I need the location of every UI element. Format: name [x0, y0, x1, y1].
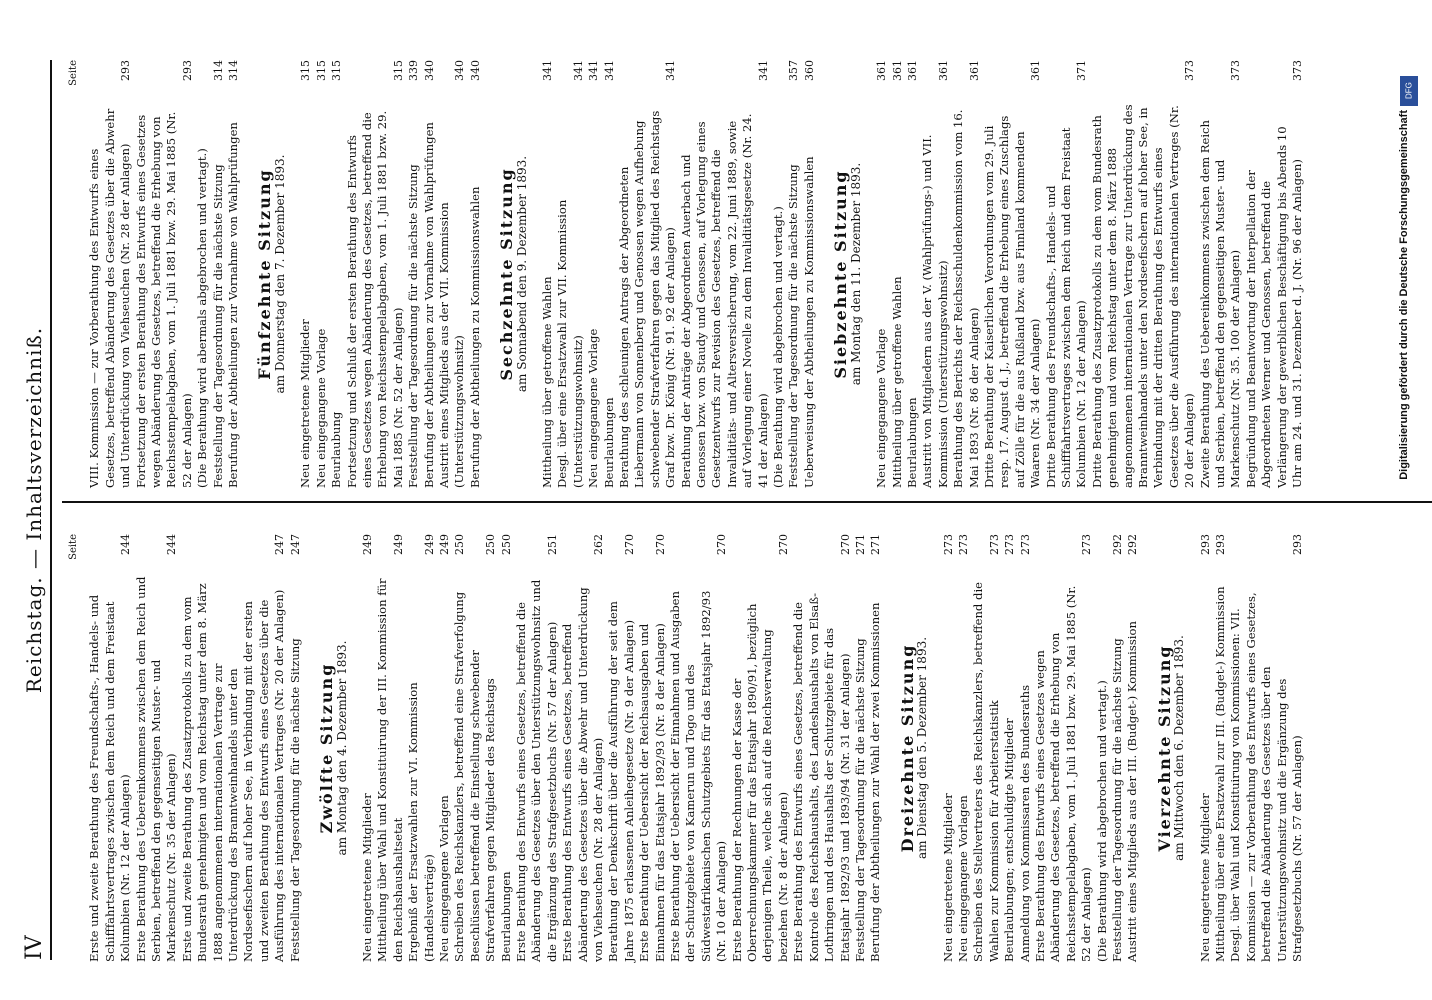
toc-entry: [637, 534, 668, 962]
toc-entry: [905, 60, 920, 488]
toc-entry: [1213, 534, 1228, 962]
toc-entry: [514, 534, 560, 962]
entry-page: 292: [1126, 534, 1140, 555]
entry-page: 341: [602, 60, 616, 81]
entry-text: Erste Berathung des Entwurfs eines Gesetzes, betreffend die Kontrole des Reichshaushalts, des Landeshaushalts von Elsaß-Lothringen und des Haushalts der Schutzgebiete für das Etatsjahr 1892/93 und 1893/94 (Nr. 31 der Anlagen): [791, 592, 852, 962]
toc-entry: [586, 60, 601, 488]
toc-entry: [329, 60, 344, 488]
entry-text: Anmeldung von Kommissaren des Bundesraths: [1017, 684, 1032, 962]
entry-text: Beurlaubungen: [904, 397, 919, 488]
toc-entry: [920, 60, 951, 488]
toc-entry: [211, 60, 226, 488]
session-date: am Montag den 11. Dezember 1893.: [848, 162, 863, 386]
entry-page: 251: [545, 534, 559, 555]
entry-page: 250: [453, 534, 467, 555]
toc-entry: [360, 534, 375, 962]
entry-text: Berufung der Abtheilungen zur Vornahme von Wahlprüfungen: [226, 122, 241, 488]
entry-page: 314: [227, 60, 241, 81]
entry-text: Neu eingetretene Mitglieder: [359, 793, 374, 962]
entry-page: 293: [119, 60, 133, 81]
entry-page: 270: [715, 534, 729, 555]
entry-text: Feststellung der Tagesordnung für die nächste Sitzung: [287, 638, 302, 962]
entry-page: 361: [890, 60, 904, 81]
toc-entry: [668, 534, 730, 962]
toc-entry: [87, 534, 133, 962]
toc-entry: [982, 60, 1044, 488]
entry-text: Neu eingegangene Vorlagen: [436, 795, 451, 962]
entry-page: 249: [437, 534, 451, 555]
entry-text: Neu eingetretene Mitglieder: [940, 793, 955, 962]
session-title: Fünfzehnte Sitzung: [255, 168, 275, 380]
session-title: Sechzehnte Sitzung: [497, 167, 517, 381]
session-title: Dreizehnte Sitzung: [897, 643, 917, 853]
entry-page: 247: [288, 534, 302, 555]
entry-text: (Die Berathung wird abgebrochen und vertagt.): [771, 206, 786, 488]
entry-text: Mittheilung über eine Ersatzwahl zur III. (Budget-) Kommission: [1213, 586, 1228, 962]
entry-text: Neu eingegangene Vorlage: [874, 328, 889, 488]
entry-text: Mittheilung über getroffene Wahlen: [889, 276, 904, 488]
entry-text: Berufung der Abtheilungen zur Vornahme von Wahlprüfungen: [421, 122, 436, 488]
entry-page: 315: [299, 60, 313, 81]
entry-text: Austritt eines Mitglieds aus der III. (Budget-) Kommission: [1125, 621, 1140, 962]
toc-entry: [1228, 534, 1305, 962]
toc-entry: [874, 60, 889, 488]
entry-text: Dritte Berathung des Freundschafts-, Handels- und Schifffahrtsvertrages zwischen dem Reich und dem Freistaat Kolumbien (Nr. 12 der Anlagen): [1043, 127, 1089, 488]
session-title: Vierzehnte Sitzung: [1154, 644, 1174, 852]
toc-entry: [406, 534, 437, 962]
toc-entry: [802, 60, 817, 488]
entry-text: Neu eingetretene Mitglieder: [298, 319, 313, 488]
toc-entry: [499, 534, 514, 962]
entry-page: 341: [587, 60, 601, 81]
entry-text: Erste Berathung der Uebersicht der Reichsausgaben und Einnahmen für das Etatsjahr 1892/93 (Nr. 8 der Anlagen): [637, 623, 667, 962]
toc-entry: [134, 534, 180, 962]
toc-entry: [786, 60, 801, 488]
entry-page: 293: [1291, 534, 1305, 555]
entry-text: Erste Berathung des Entwurfs eines Gesetzes wegen Abänderung des Gesetzes, betreffend die Erhebung von Reichsstempelabgaben, vom 1. Juli 1881 bzw. 29. Mai 1885 (Nr. 52 der Anlagen): [1032, 585, 1094, 962]
toc-entry: [1095, 534, 1110, 962]
entry-text: Berathung der Anträge der Abgeordneten Auerbach und Genossen bzw. von Staudy und Genossen, auf Vorlegung eines Gesetzentwurfs zur Revision des Gesetzes, betreffend die Invaliditäts- und Altersversicherung, vom 22. Juni 1889, sowie auf Vorlegung einer Novelle zu dem Invaliditätsgesetze (Nr. 24. 41 der Anlagen): [678, 113, 770, 488]
entry-page: 249: [360, 534, 374, 555]
entry-page: 292: [1111, 534, 1124, 555]
entry-text: Feststellung der Tagesordnung für die nächste Sitzung: [1110, 638, 1124, 962]
entry-text: Erste Berathung des Uebereinkommens zwischen dem Reich und Serbien, betreffend den gegenseitigen Muster- und Markenschutz (Nr. 35 der Anlagen): [133, 576, 179, 962]
toc-entry: [87, 60, 133, 488]
entry-text: Berufung der Abtheilungen zur Wahl der zwei Kommissionen: [868, 602, 883, 962]
entry-page: 373: [1183, 60, 1197, 81]
entry-text: Neu eingegangene Vorlage: [586, 328, 601, 488]
toc-entry: [890, 60, 905, 488]
entry-text: Beurlaubungen; entschuldigte Mitglieder: [1002, 718, 1017, 962]
dfg-logo: DFG: [1400, 76, 1418, 106]
entry-text: Ergebniß der Ersatzwahlen zur VI. Kommission (Handelsverträge): [406, 682, 436, 962]
entry-page: 244: [119, 534, 133, 555]
entry-text: Dritte Berathung der Kaiserlichen Verordnungen vom 29. Juli resp. 17. August d. J., betreffend die Erhebung eines Zuschlags auf Zölle für die aus Rußland bzw. aus Finnland kommenden Waaren (Nr. 34 der Anlagen): [981, 115, 1043, 488]
entry-page: 273: [1003, 534, 1017, 555]
entry-text: Beurlaubung: [329, 411, 344, 488]
seite-label: Seite: [68, 534, 79, 560]
toc-entry: [730, 534, 792, 962]
page-header: [6, 60, 46, 960]
entry-page: 315: [330, 60, 344, 81]
entry-page: 249: [391, 534, 405, 555]
toc-entry: [791, 534, 853, 962]
entry-page: 341: [664, 60, 678, 81]
entry-page: 262: [592, 534, 605, 555]
entry-page: 270: [653, 534, 667, 555]
entry-page: 339: [407, 60, 421, 81]
entry-text: Berufung der Abtheilungen zu Kommissionswahlen: [467, 186, 482, 488]
entry-page: 293: [180, 60, 194, 81]
toc-entry: [406, 60, 421, 488]
left-column: [66, 534, 1305, 962]
session-title: Siebzehnte Sitzung: [831, 169, 851, 379]
entry-text: Schreiben des Reichskanzlers, betreffend eine Strafverfolgung: [452, 591, 467, 962]
entry-page: 371: [1075, 60, 1089, 81]
toc-entry: [437, 534, 452, 962]
entry-page: 340: [468, 60, 482, 81]
toc-entry: [602, 60, 617, 488]
entry-page: 340: [422, 60, 436, 81]
entry-page: 361: [967, 60, 981, 81]
session-date: am Sonnabend den 9. Dezember 1893.: [514, 155, 529, 393]
entry-page: 293: [1214, 534, 1228, 555]
toc-entry: [1044, 60, 1090, 488]
entry-page: 273: [941, 534, 955, 555]
toc-entry: [298, 60, 313, 488]
toc-entry: [226, 60, 241, 488]
entry-text: Mittheilung über Wahl und Konstituirung der III. Kommission für den Reichshaushaltsetat: [375, 578, 405, 962]
right-column: [66, 60, 1305, 488]
entry-text: Feststellung der Tagesordnung für die nächste Sitzung: [786, 164, 801, 488]
entry-text: Zweite Berathung des Uebereinkommens zwischen dem Reich und Serbien, betreffend den gegenseitigen Muster- und Markenschutz (Nr. 35. 100 der Anlagen): [1197, 119, 1243, 488]
toc-entry: [606, 534, 637, 962]
toc-entry: [468, 534, 499, 962]
entry-text: Desgl. über eine Ersatzwahl zur VII. Kommission (Unterstützungswohnsitz): [555, 199, 585, 488]
toc-entry: [288, 534, 303, 962]
entry-text: Austritt eines Mitglieds aus der VII. Kommission (Unterstützungswohnsitz): [436, 202, 467, 488]
entry-text: Ueberweisung der Abtheilungen zu Kommissionswahlen: [801, 156, 816, 488]
session-date: am Montag den 4. Dezember 1893.: [334, 640, 349, 856]
entry-text: Mittheilung über getroffene Wahlen: [539, 276, 554, 488]
entry-page: 361: [936, 60, 950, 81]
entry-page: 273: [1018, 534, 1032, 555]
toc-entry: [1125, 534, 1140, 962]
entry-text: Beurlaubungen: [601, 397, 616, 488]
session-date: am Dienstag den 5. Dezember 1893.: [915, 636, 930, 860]
entry-text: Feststellung der Tagesordnung für die nächste Sitzung: [210, 164, 225, 488]
entry-page: 247: [273, 534, 287, 555]
toc-entry: [1244, 60, 1306, 488]
entry-text: Neu eingegangene Vorlage: [313, 328, 328, 488]
toc-entry: [1002, 534, 1017, 962]
entry-page: 250: [499, 534, 513, 555]
digitization-credit: [1398, 82, 1420, 930]
column-divider: [62, 501, 1432, 503]
toc-entry: [437, 60, 468, 488]
entry-text: Erste Berathung des Entwurfs eines Gesetzes, betreffend Abänderung des Gesetzes über die Abwehr und Unterdrückung von Viehseuchen (Nr. 28 der Anlagen): [560, 587, 605, 962]
entry-page: 357: [787, 60, 801, 81]
entry-page: 373: [1291, 60, 1305, 81]
toc-entry: [314, 60, 329, 488]
entry-page: 315: [314, 60, 328, 81]
entry-page: 270: [622, 534, 636, 555]
toc-entry: [617, 60, 679, 488]
entry-text: Begründung und Beantwortung der Interpellation der Abgeordneten Werner und Genossen, betreffend die Verlängerung der gewerblichen Beschäftigung bis Abends 10 Uhr am 24. und 31. Dezember d. J. (Nr. 96 der Anlagen): [1243, 126, 1305, 488]
entry-page: 314: [211, 60, 225, 81]
entry-page: 273: [987, 534, 1001, 555]
entry-text: Fortsetzung und Schluß der ersten Berathung des Entwurfs eines Gesetzes wegen Abänderung des Gesetzes, betreffend die Erhebung von Reichsstempelabgaben, vom 1. Juli 1881 bzw. 29. Mai 1885 (Nr. 52 der Anlagen): [344, 110, 405, 488]
entry-text: Erste Berathung der Uebersicht der Einnahmen und Ausgaben der Schutzgebiete von Kamerun und Togo und des Südwestafrikanischen Schutzgebiets für das Etatsjahr 1892/93 (Nr. 10 der Anlagen): [668, 590, 729, 962]
toc-entry: [951, 60, 982, 488]
entry-text: Austritt von Mitgliedern aus der V. (Wahlprüfungs-) und VII. Kommission (Unterstützungswohnsitz): [920, 134, 950, 488]
entry-text: Dritte Berathung des Zusatzprotokolls zu dem vom Bundesrath genehmigten und vom Reichstag unter dem 8. März 1888 angenommenen internationalen Vertrage zur Unterdrückung des Branntweinhandels unter den Nordseefischern auf hoher See, in Verbindung mit der dritten Berathung des Entwurfs eines Gesetzes über die Ausführung des internationalen Vertrages (Nr. 20 der Anlagen): [1089, 104, 1197, 488]
toc-entry: [1033, 534, 1095, 962]
toc-entry: [1110, 534, 1125, 962]
entry-text: Berathung der Denkschrift über die Ausführung der seit dem Jahre 1875 erlassenen Anleihegesetze (Nr. 9 der Anlagen): [606, 601, 636, 962]
toc-entry: [868, 534, 883, 962]
toc-entry: [345, 60, 407, 488]
toc-entry: [375, 534, 406, 962]
toc-entry: [134, 60, 196, 488]
entry-page: 271: [869, 534, 883, 555]
page-number: IV: [22, 935, 47, 960]
entry-text: Neu eingetretene Mitglieder: [1197, 793, 1212, 962]
toc-entry: [956, 534, 971, 962]
toc-entry: [560, 534, 606, 962]
page-title: Reichstag. — Inhaltsverzeichniß.: [22, 326, 46, 694]
entry-page: 271: [853, 534, 867, 555]
toc-entry: [452, 534, 467, 962]
toc-entry: [679, 60, 771, 488]
toc-entry: [1198, 60, 1244, 488]
entry-page: 273: [1080, 534, 1094, 555]
entry-page: 341: [571, 60, 585, 81]
entry-page: 341: [756, 60, 770, 81]
session-date: am Donnerstag den 7. Dezember 1893.: [272, 154, 287, 394]
entry-text: Erste Berathung des Entwurfs eines Gesetzes, betreffend die Abänderung des Gesetzes über den Unterstützungswohnsitz und die Ergänzung des Strafgesetzbuchs (Nr. 57 der Anlagen): [513, 579, 559, 962]
entry-text: Beschlüssen betreffend die Einstellung schwebender Strafverfahren gegen Mitglieder des Reichstags: [467, 650, 498, 962]
entry-text: Desgl. über Wahl und Konstituirung von Kommissionen: VII. Kommission — zur Vorberathung des Entwurfs eines Gesetzes, betreffend die Abänderung des Gesetzes über den Unterstützungswohnsitz und die Ergänzung des Strafgesetzbuchs (Nr. 57 der Anlagen): [1228, 592, 1305, 962]
toc-entry: [468, 60, 483, 488]
toc-entry: [971, 534, 1002, 962]
entry-page: 361: [905, 60, 919, 81]
entry-page: 360: [802, 60, 816, 81]
entry-page: 270: [776, 534, 790, 555]
entry-text: Schreiben des Stellvertreters des Reichskanzlers, betreffend die Wahlen zur Kommission für Arbeiterstatistik: [971, 581, 1001, 962]
credit-text: Digitalisierung gefördert durch die Deutsche Forschungsgemeinschaft: [1398, 110, 1410, 480]
entry-page: 373: [1229, 60, 1243, 81]
toc-entry: [180, 534, 288, 962]
entry-page: 361: [1029, 60, 1043, 81]
toc-entry: [555, 60, 586, 488]
entry-text: VIII. Kommission — zur Vorberathung des Entwurfs eines Gesetzes, betreffend Abänderung des Gesetzes über die Abwehr und Unterdrückung von Viehseuchen (Nr. 28 der Anlagen): [87, 108, 133, 488]
entry-page: 340: [453, 60, 467, 81]
toc-entry: [941, 534, 956, 962]
session-date: am Mittwoch den 6. Dezember 1893.: [1172, 635, 1187, 861]
entry-page: 315: [391, 60, 405, 81]
entry-text: Feststellung der Tagesordnung für die nächste Sitzung: [406, 164, 421, 488]
header-rule: [50, 60, 52, 960]
toc-entry: [540, 60, 555, 488]
seite-label: Seite: [68, 60, 79, 86]
entry-page: 273: [956, 534, 970, 555]
toc-entry: [1018, 534, 1033, 962]
entry-text: (Die Berathung wird abgebrochen und vertagt.): [1094, 680, 1109, 962]
entry-text: Berathung des Berichts der Reichsschuldenkommission vom 16. Mai 1893 (Nr. 86 der Anlagen): [951, 109, 981, 488]
entry-text: (Die Berathung wird abermals abgebrochen und vertagt.): [195, 148, 210, 488]
toc-entry: [771, 60, 786, 488]
toc-entry: [422, 60, 437, 488]
session-title: Zwölfte Sitzung: [317, 662, 337, 834]
entry-page: 361: [875, 60, 889, 81]
toc-entry: [853, 534, 868, 962]
entry-text: Fortsetzung der ersten Berathung des Entwurfs eines Gesetzes wegen Abänderung des Gesetzes, betreffend die Erhebung von Reichsstempelabgaben, vom 1. Juli 1881 bzw. 29. Mai 1885 (Nr. 52 der Anlagen): [133, 111, 194, 488]
toc-entry: [1090, 60, 1198, 488]
entry-page: 249: [422, 534, 436, 555]
entry-page: 293: [1198, 534, 1212, 555]
toc-entry: [195, 60, 210, 488]
entry-text: Feststellung der Tagesordnung für die nächste Sitzung: [852, 638, 867, 962]
entry-text: Neu eingegangene Vorlagen: [955, 795, 970, 962]
entry-page: 341: [540, 60, 554, 81]
entry-text: Erste Berathung der Rechnungen der Kasse der Oberrechnungskammer für das Etatsjahr 1890/91, bezüglich derjenigen Theile, welche sich auf die Reichsverwaltung beziehen (Nr. 8 der Anlagen): [729, 603, 790, 962]
entry-text: Berathung des schleunigen Antrags der Abgeordneten Liebermann von Sonnenberg und Genossen wegen Aufhebung schwebender Strafverfahren gegen das Mitglied des Reichstags Graf bzw. Dr. König (Nr. 91. 92 der Anlagen): [617, 110, 678, 488]
entry-text: Erste und zweite Berathung des Freundschafts-, Handels- und Schifffahrtsvertrages zwischen dem Reich und dem Freistaat Kolumbien (Nr. 12 der Anlagen): [87, 594, 133, 962]
toc-entry: [1198, 534, 1213, 962]
entry-text: Erste und zweite Berathung des Zusatzprotokolls zu dem vom Bundesrath genehmigten und vom Reichstag unter dem 8. März 1888 angenommenen internationalen Vertrage zur Unterdrückung des Branntweinhandels unter den Nordseefischern auf hoher See, in Verbindung mit der ersten und zweiten Berathung des Entwurfs eines Gesetzes über die Ausführung des internationalen Vertrages (Nr. 20 der Anlagen): [179, 583, 287, 962]
entry-page: 270: [838, 534, 852, 555]
entry-page: 244: [165, 534, 179, 555]
entry-text: Beurlaubungen: [498, 871, 513, 962]
entry-page: 250: [484, 534, 498, 555]
